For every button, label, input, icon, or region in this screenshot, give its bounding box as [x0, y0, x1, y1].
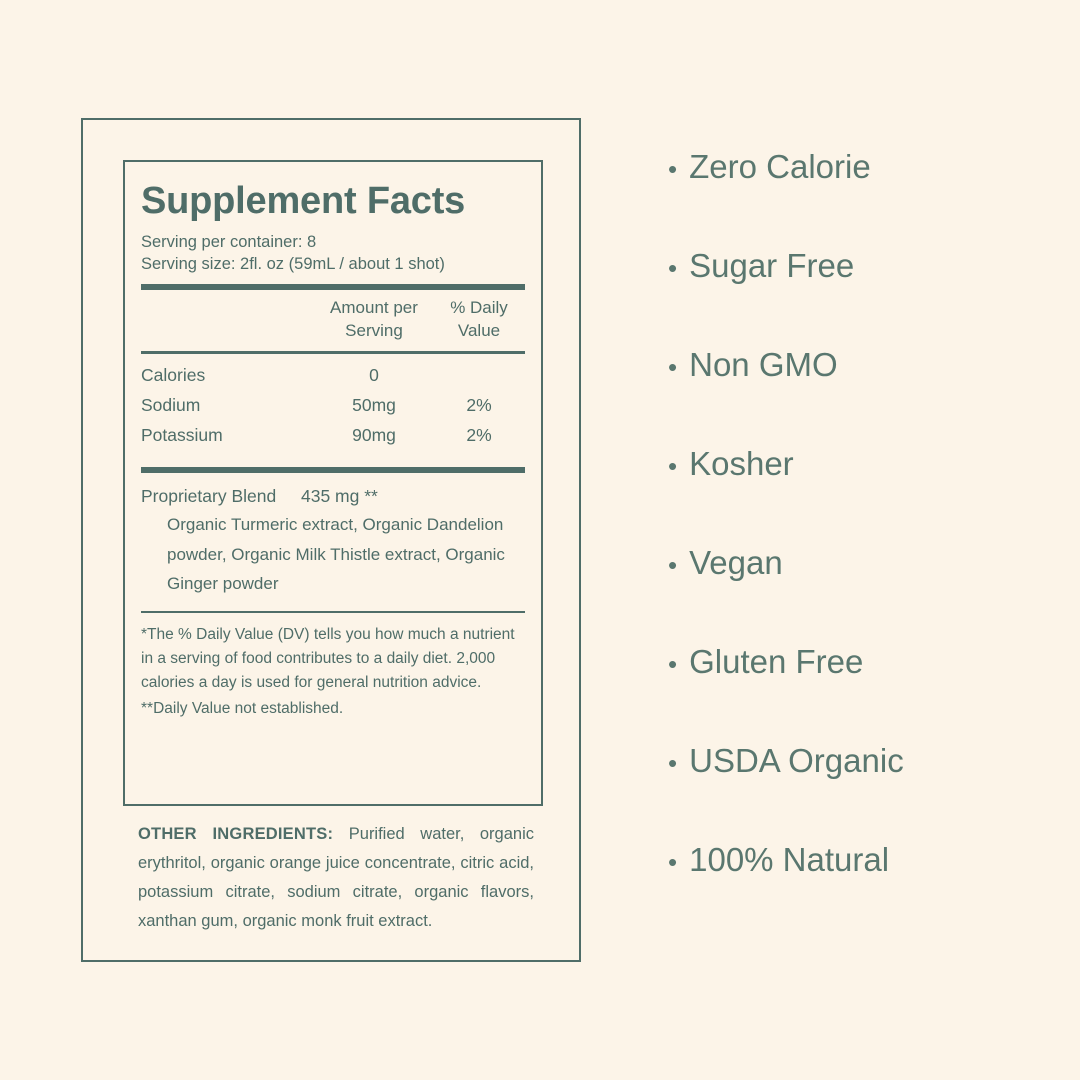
list-item: [668, 447, 1048, 546]
other-ingredients-label: OTHER INGREDIENTS:: [138, 825, 334, 843]
supplement-facts-title: Supplement Facts: [141, 180, 466, 222]
table-row: [141, 420, 525, 450]
proprietary-blend-ingredients: Organic Turmeric extract, Organic Dandelion powder, Organic Milk Thistle extract, Organic Ginger powder: [167, 514, 505, 594]
list-item-label: Zero Calorie: [689, 148, 871, 185]
proprietary-blend-amount: 435 mg **: [301, 485, 378, 506]
bullet-dot-icon: •: [668, 748, 678, 778]
nutrient-amount: 0: [369, 365, 379, 386]
list-item: [668, 645, 1048, 744]
amount-header-line2: Serving: [345, 321, 403, 341]
other-ingredients-text: Purified water, organic erythritol, organic orange juice concentrate, citric acid, potassium citrate, sodium citrate, organic flavors, xanthan gum, organic monk fruit extract.: [138, 825, 534, 930]
nutrient-amount: 90mg: [352, 425, 396, 446]
dv-header-line2: Value: [457, 321, 501, 341]
list-item: [668, 249, 1048, 348]
list-item-label: Vegan: [689, 544, 783, 581]
proprietary-blend-header: [141, 483, 525, 509]
dv-header-line1: % Daily: [450, 298, 508, 318]
amount-per-serving-header: [315, 297, 433, 343]
nutrient-name: Calories: [141, 365, 206, 386]
bullet-dot-icon: •: [668, 253, 678, 283]
footnotes: [141, 613, 525, 721]
nutrient-dv: 2%: [466, 425, 492, 446]
list-item: [668, 843, 1048, 942]
nutrient-rows: [141, 354, 525, 457]
serving-per-container: Serving per container: 8: [141, 232, 317, 251]
footnote-daily-value: *The % Daily Value (DV) tells you how much a nutrient in a serving of food contributes to a daily diet. 2,000 calories a day is used for general nutrition advice.: [141, 626, 515, 692]
bullet-dot-icon: •: [668, 352, 678, 382]
footnote-not-established: **Daily Value not established.: [141, 700, 344, 718]
bullet-dot-icon: •: [668, 451, 678, 481]
claims-list: [668, 150, 1048, 942]
table-row: [141, 390, 525, 420]
list-item-label: 100% Natural: [689, 841, 890, 878]
bullet-dot-icon: •: [668, 550, 678, 580]
nutrient-amount: 50mg: [352, 395, 396, 416]
list-item-label: USDA Organic: [689, 742, 904, 779]
list-item: [668, 744, 1048, 843]
list-item-label: Sugar Free: [689, 247, 855, 284]
amount-header-line1: Amount per: [330, 298, 418, 318]
table-row: [141, 360, 525, 390]
list-item: [668, 546, 1048, 645]
list-item-label: Kosher: [689, 445, 794, 482]
supplement-facts-box: [123, 160, 543, 806]
bullet-dot-icon: •: [668, 847, 678, 877]
nutrient-name: Potassium: [141, 425, 223, 446]
bullet-dot-icon: •: [668, 649, 678, 679]
bullet-dot-icon: •: [668, 154, 678, 184]
supplement-panel-outer: [81, 118, 581, 962]
other-ingredients: [138, 820, 534, 936]
list-item-label: Non GMO: [689, 346, 838, 383]
list-item: [668, 348, 1048, 447]
nutrient-column-headers: [141, 290, 525, 351]
nutrient-dv: 2%: [466, 395, 492, 416]
list-item-label: Gluten Free: [689, 643, 864, 680]
nutrient-name: Sodium: [141, 395, 201, 416]
daily-value-header: [433, 297, 525, 343]
proprietary-blend-block: [141, 473, 525, 612]
list-item: [668, 150, 1048, 249]
proprietary-blend-name: Proprietary Blend: [141, 485, 277, 506]
serving-size: Serving size: 2fl. oz (59mL / about 1 shot): [141, 254, 445, 273]
